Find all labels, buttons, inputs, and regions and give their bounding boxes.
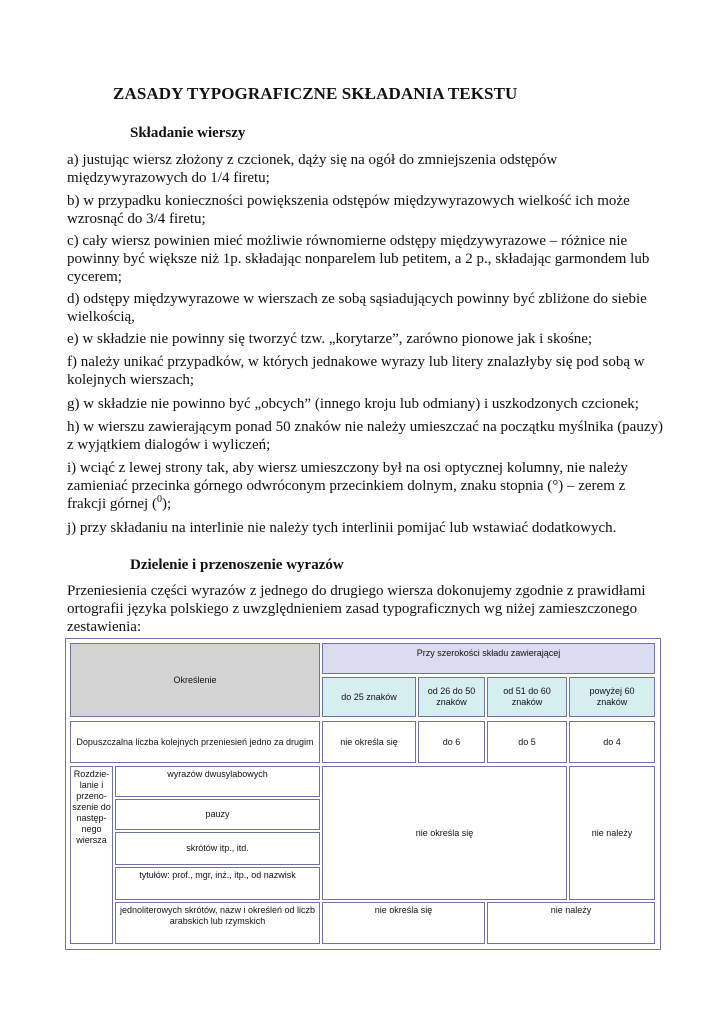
paragraph-i-superscript: 0 xyxy=(156,494,162,505)
side-label: Rozdzie-lanie i przeno-szenie do następ-nego wiersza xyxy=(70,766,113,944)
paragraph-f: f) należy unikać przypadków, w których jednakowe wyrazy lub litery znalazłyby się pod sobą w kolejnych wierszach; xyxy=(67,354,645,388)
hyphenation-table xyxy=(65,638,661,950)
paragraph-h: h) w wierszu zawierającym ponad 50 znaków nie należy umieszczać na początku myślnika (pauzy) z wyjątkiem dialogów i wyliczeń; xyxy=(67,419,663,453)
subrow-tytulow: tytułów: prof., mgr, inż., itp., od nazwisk xyxy=(115,867,320,900)
row1-value-3: do 5 xyxy=(487,721,567,763)
last-row-value-b: nie należy xyxy=(487,902,655,944)
paragraph-a: a) justując wiersz złożony z czcionek, dąży się na ogół do zmniejszenia odstępów międzywyrazowych do 1/4 firetu; xyxy=(67,152,558,186)
paragraph-j: j) przy składaniu na interlinie nie należy tych interlinii pomijać lub wstawiać dodatkowych. xyxy=(67,520,617,536)
document-title: ZASADY TYPOGRAFICZNE SKŁADANIA TEKSTU xyxy=(113,84,518,103)
header-col-4: powyżej 60 znaków xyxy=(569,677,655,717)
paragraph-c: c) cały wiersz powinien mieć możliwie równomierne odstępy międzywyrazowe – różnice nie powinny być większe niż 1p. składając nonparelem lub petitem, a 2 p., składając garmondem lub cycerem; xyxy=(67,233,650,285)
header-group: Przy szerokości składu zawierającej xyxy=(322,643,655,674)
subrow-pauzy: pauzy xyxy=(115,799,320,830)
merged-value: nie określa się xyxy=(322,766,567,900)
paragraph-i-end: ); xyxy=(161,496,172,512)
subrow-skrotow: skrótów itp., itd. xyxy=(115,832,320,865)
subrow-jednoliterowych: jednoliterowych skrótów, nazw i określeń od liczb arabskich lub rzymskich xyxy=(115,902,320,944)
section-heading-skladanie: Składanie wierszy xyxy=(130,125,246,141)
header-col-3: od 51 do 60 znaków xyxy=(487,677,567,717)
paragraph-b: b) w przypadku konieczności powiększenia odstępów międzywyrazowych wielkość ich może wzrosnąć do 3/4 firetu; xyxy=(67,193,630,227)
paragraph-intro: Przeniesienia części wyrazów z jednego do drugiego wiersza dokonujemy zgodnie z prawidłami ortografii języka polskiego z uwzględnieniem zasad typograficznych wg niżej zamieszczonego zestawienia: xyxy=(67,583,646,635)
row1-label: Dopuszczalna liczba kolejnych przeniesień jedno za drugim xyxy=(70,721,320,763)
header-okreslenie: Określenie xyxy=(70,643,320,717)
paragraph-e: e) w składzie nie powinny się tworzyć tzw. „korytarze”, zarówno pionowe jak i skośne; xyxy=(67,331,593,347)
last-col-value: nie należy xyxy=(569,766,655,900)
subrow-wyrazow: wyrazów dwusylabowych xyxy=(115,766,320,797)
row1-value-4: do 4 xyxy=(569,721,655,763)
paragraph-g: g) w składzie nie powinno być „obcych” (innego kroju lub odmiany) i uszkodzonych czcionek; xyxy=(67,396,639,412)
last-row-value-a: nie określa się xyxy=(322,902,485,944)
header-col-1: do 25 znaków xyxy=(322,677,416,717)
row1-value-1: nie określa się xyxy=(322,721,416,763)
header-col-2: od 26 do 50 znaków xyxy=(418,677,485,717)
row1-value-2: do 6 xyxy=(418,721,485,763)
paragraph-i-text: i) wciąć z lewej strony tak, aby wiersz umieszczony był na osi optycznej kolumny, nie należy zamieniać przecinka górnego odwróconym przecinkiem dolnym, znaku stopnia (°) – zerem z frakcji górnej ( xyxy=(67,460,628,512)
section-heading-dzielenie: Dzielenie i przenoszenie wyrazów xyxy=(130,557,344,573)
paragraph-d: d) odstępy międzywyrazowe w wierszach ze sobą sąsiadujących powinny być zbliżone do siebie wielkością, xyxy=(67,291,647,325)
paragraph-i xyxy=(67,459,667,513)
